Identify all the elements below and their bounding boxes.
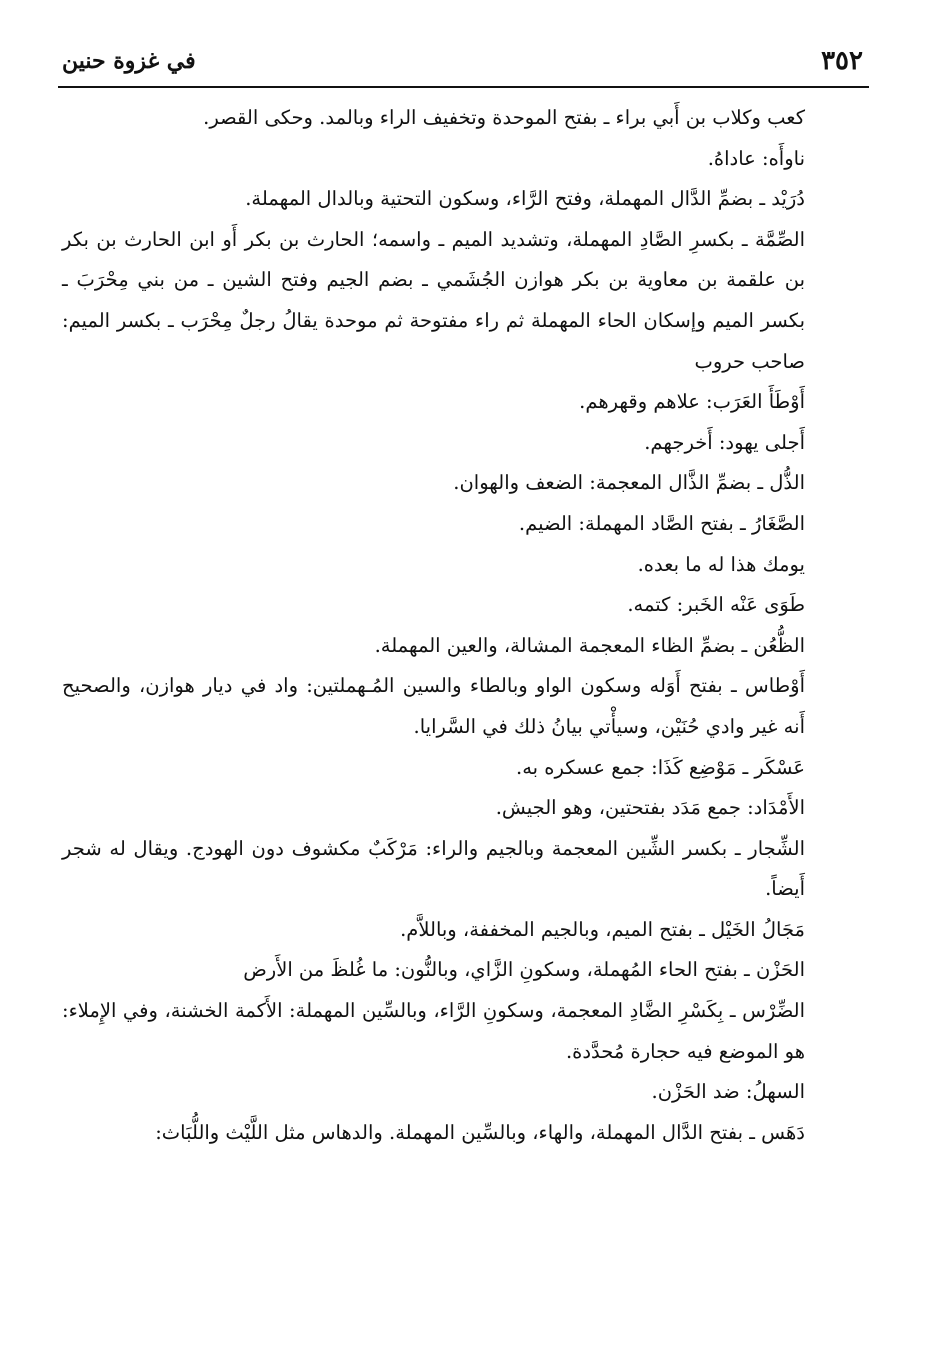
glossary-entry: أَوْطَأَ العَرَب: علاهم وقهرهم.: [579, 390, 805, 414]
page-header: [62, 38, 863, 84]
glossary-entry: يومك هذا له ما بعده.: [637, 552, 805, 576]
glossary-entry: الصِّمَّة ـ بكسرِ الصَّادِ المهملة، وتشديد الميم ـ واسمه؛ الحارث بن بكر أَو ابن الحارث بن بكر بن علقمة بن معاوية بن بكر هوازن الجُشَمي ـ بضم الجيم وفتح الشين ـ من بني مِحْرَبَ ـ بكسر الميم وإسكان الحاء المهملة ثم راء مفتوحة ثم موحدة يقالُ رجلٌ مِحْرَب ـ بكسر الميم: صاحب حروب: [62, 227, 805, 373]
glossary-entry: مَجَالُ الخَيْل ـ بفتح الميم، وبالجيم المخففة، وباللاَّم.: [400, 917, 805, 941]
glossary-entry: الشِّجار ـ بكسر الشِّين المعجمة وبالجيم والراء: مَرْكَبٌ مكشوف دون الهودج. ويقال له شجر أَيضاً.: [62, 836, 805, 901]
glossary-entry: أَوْطاس ـ بفتح أَوَله وسكون الواو وبالطاء والسين المُـهملتين: واد في ديار هوازن، والصحيح أَنه غير وادي حُنَيْن، وسيأْتي بيانُ ذلك في السَّرايا.: [62, 674, 805, 738]
glossary-entry: الظُّعُن ـ بضمِّ الظاء المعجمة المشالة، والعين المهملة.: [374, 633, 805, 657]
glossary-entry: الصَّغَارُ ـ بفتح الصَّاد المهملة: الضيم.: [518, 511, 805, 535]
glossary-entry: الأَمْدَاد: جمع مَدَد بفتحتين، وهو الجيش.: [495, 796, 805, 820]
glossary-entry: الذُّل ـ بضمِّ الذَّال المعجمة: الضعف والهوان.: [453, 471, 805, 495]
glossary-entry: عَسْكَر ـ مَوْضِع كَذَا: جمع عسكره به.: [516, 755, 805, 779]
glossary-entry: أَجلى يهود: أَخرجهم.: [644, 430, 805, 454]
glossary-entry: دُرَيْد ـ بضمِّ الدَّال المهملة، وفتح الرَّاء، وسكون التحتية وبالدال المهملة.: [245, 187, 805, 211]
running-title: في غزوة حنين: [62, 48, 196, 74]
glossary-entry: الحَزْن ـ بفتح الحاء المُهملة، وسكونِ الزَّاي، وبالنُّون: ما غُلظَ من الأَرض: [243, 958, 805, 982]
header-rule: [58, 86, 869, 88]
glossary-entry: طَوَى عَنْه الخَبر: كتمه.: [627, 593, 805, 617]
glossary-entry: السهلُ: ضد الحَزْن.: [651, 1080, 805, 1104]
glossary-entry: كعب وكلاب بن أَبي براء ـ بفتح الموحدة وتخفيف الراء وبالمد. وحكى القصر.: [203, 106, 805, 129]
glossary-entry: ناوأَه: عاداهُ.: [707, 146, 805, 170]
glossary-entry: دَهَس ـ بفتح الدَّال المهملة، والهاء، وبالسِّين المهملة. والدهاس مثل اللَّيْث واللُّبَاث:: [155, 1120, 805, 1144]
page-number: ٣٥٢: [821, 46, 863, 76]
glossary-body: [62, 98, 861, 1153]
glossary-entry: الضِّرْس ـ بِكَسْرِ الضَّادِ المعجمة، وسكونِ الرَّاء، وبالسِّين المهملة: الأَكمة الخشنة، وفي الإِملاء: هو الموضع فيه حجارة مُحدَّدة.: [62, 999, 805, 1063]
